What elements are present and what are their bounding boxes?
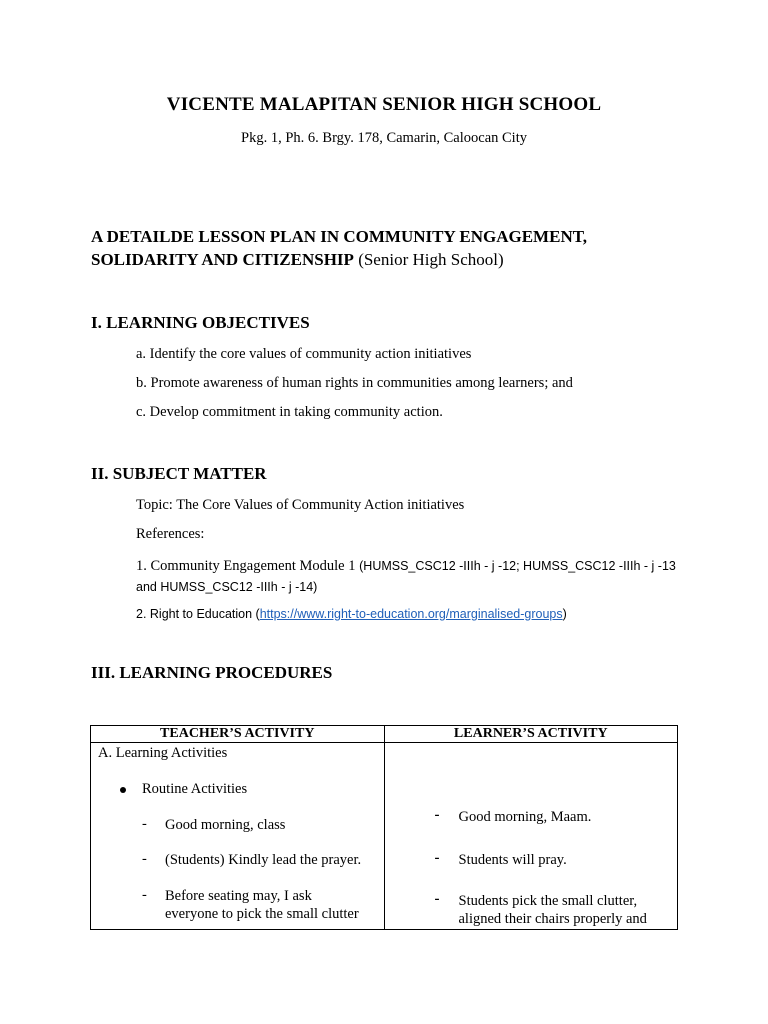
reference-2-link[interactable]: https://www.right-to-education.org/marginalised-groups [259, 607, 563, 621]
title-suffix: (Senior High School) [353, 250, 504, 269]
reference-2 [136, 605, 567, 623]
reference-1-codes: (HUMSS_CSC12 -IIIh - j -12; HUMSS_CSC12 -IIIh - j -13 [359, 559, 676, 573]
bullet-icon [120, 787, 126, 793]
dash-icon: - [142, 851, 147, 867]
title-line-2: SOLIDARITY AND CITIZENSHIP [91, 250, 354, 269]
teacher-line-clutter-1: Before seating may, I ask [165, 888, 312, 904]
objectives-heading: I. LEARNING OBJECTIVES [91, 313, 310, 332]
dash-icon: - [434, 850, 440, 866]
learning-activities-label: A. Learning Activities [98, 745, 228, 761]
reference-2-prefix: 2. Right to Education ( [136, 607, 260, 621]
routine-activities-label: Routine Activities [142, 781, 248, 797]
objective-b: b. Promote awareness of human rights in communities among learners; and [136, 375, 573, 391]
objective-a: a. Identify the core values of community action initiatives [136, 346, 472, 362]
title-line-1: A DETAILDE LESSON PLAN IN COMMUNITY ENGAGEMENT, [91, 227, 588, 246]
dash-icon: - [142, 887, 147, 903]
reference-1-codes-cont: and HUMSS_CSC12 -IIIh - j -14) [136, 580, 318, 594]
procedures-table [90, 725, 678, 930]
learner-line-prayer: Students will pray. [458, 852, 567, 868]
learner-activity-cell [384, 743, 678, 930]
teacher-activity-cell [91, 743, 385, 930]
lesson-plan-title [91, 225, 691, 271]
subject-matter-heading: II. SUBJECT MATTER [91, 464, 267, 483]
learner-line-clutter-2: aligned their chairs properly and [458, 911, 647, 927]
topic-line: Topic: The Core Values of Community Action initiatives [136, 497, 465, 513]
table-header-row [91, 726, 678, 743]
table-row [91, 743, 678, 930]
objective-c: c. Develop commitment in taking community action. [136, 404, 443, 420]
teacher-activity-header: TEACHER’S ACTIVITY [91, 726, 385, 743]
references-label: References: [136, 526, 205, 542]
procedures-heading: III. LEARNING PROCEDURES [91, 663, 333, 682]
learner-activity-header: LEARNER’S ACTIVITY [384, 726, 678, 743]
teacher-line-clutter-2: everyone to pick the small clutter [165, 906, 359, 922]
reference-2-suffix: ) [562, 607, 567, 621]
learner-line-clutter-1: Students pick the small clutter, [458, 893, 638, 909]
school-address: Pkg. 1, Ph. 6. Brgy. 178, Camarin, Caloocan City [241, 130, 527, 146]
dash-icon: - [142, 816, 147, 832]
dash-icon: - [434, 807, 440, 823]
reference-1-title: 1. Community Engagement Module 1 [136, 558, 360, 574]
learner-line-greeting: Good morning, Maam. [458, 809, 592, 825]
school-name: VICENTE MALAPITAN SENIOR HIGH SCHOOL [166, 94, 602, 115]
teacher-line-greeting: Good morning, class [165, 817, 286, 833]
teacher-line-prayer: (Students) Kindly lead the prayer. [165, 852, 362, 868]
dash-icon: - [434, 891, 440, 907]
reference-1 [136, 556, 696, 598]
